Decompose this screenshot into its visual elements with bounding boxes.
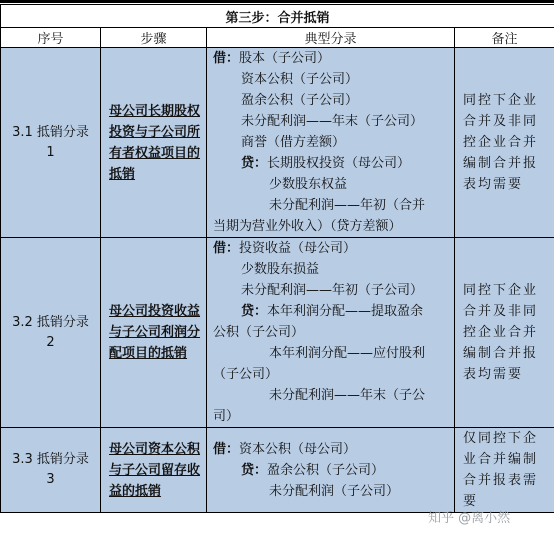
header-entry: 典型分录 xyxy=(207,28,455,48)
entry-line: 商誉（借方差额） xyxy=(241,135,346,150)
entry-line: 未分配利润（子公司） xyxy=(269,483,400,499)
row-note: 同控下企业合并及非同控企业合并编制合并报表均需要 xyxy=(455,48,554,238)
row-no xyxy=(1,238,101,428)
table-title: 第三步：合并抵销 xyxy=(1,5,554,28)
row-step: 母公司长期股权投资与子公司所有者权益项目的抵销 xyxy=(101,48,207,238)
entry-line: 司） xyxy=(213,409,240,424)
entry-line: 盈余公积（子公司） xyxy=(267,462,385,478)
entry-line: 少数股东权益 xyxy=(269,177,348,192)
row-no-line2: 3 xyxy=(46,472,55,487)
header-no: 序号 xyxy=(1,28,101,48)
row-step: 母公司投资收益与子公司利润分配项目的抵销 xyxy=(101,238,207,428)
entry-line: 少数股东损益 xyxy=(241,262,320,277)
debit-label: 借： xyxy=(213,51,240,66)
row-note: 同控下企业合并及非同控企业合并编制合并报表均需要 xyxy=(455,238,554,428)
entry-line: 股本（子公司） xyxy=(239,51,331,66)
watermark: 知乎 @离小然 xyxy=(428,511,511,526)
row-note: 仅同控下企业合并编制合并报表需要 xyxy=(455,428,554,513)
entry-line: 未分配利润——年初（合并 xyxy=(269,198,426,213)
table-header-row xyxy=(1,28,554,48)
entry-line: （子公司） xyxy=(213,367,279,382)
consolidation-table xyxy=(0,4,554,513)
entry-line: 公积（子公司） xyxy=(213,325,305,340)
row-step: 母公司资本公积与子公司留存收益的抵销 xyxy=(101,428,207,513)
credit-label: 贷： xyxy=(241,156,268,171)
debit-label: 借： xyxy=(213,241,240,256)
table-row xyxy=(1,48,554,238)
row-no-line1: 3.1 抵销分录 xyxy=(12,124,89,140)
row-no-line1: 3.3 抵销分录 xyxy=(12,452,89,467)
row-no-line2: 2 xyxy=(46,334,55,350)
entry-line: 长期股权投资（母公司） xyxy=(267,156,411,171)
header-note: 备注 xyxy=(455,28,554,48)
entry-line: 资本公积（母公司） xyxy=(239,441,357,457)
entry-line: 资本公积（子公司） xyxy=(241,72,359,87)
entry-line: 未分配利润——年末（子公 xyxy=(269,388,426,403)
table-title-row xyxy=(1,5,554,28)
table-row xyxy=(1,428,554,513)
entry-line: 本年利润分配——应付股利 xyxy=(269,346,426,361)
row-no-line2: 1 xyxy=(46,144,55,160)
debit-label: 借： xyxy=(213,441,240,457)
row-entry xyxy=(207,48,455,238)
row-entry xyxy=(207,238,455,428)
row-no xyxy=(1,428,101,513)
entry-line: 盈余公积（子公司） xyxy=(241,93,359,108)
header-step: 步骤 xyxy=(101,28,207,48)
credit-label: 贷： xyxy=(241,304,268,319)
entry-line: 未分配利润——年末（子公司） xyxy=(241,114,424,129)
table-row xyxy=(1,238,554,428)
entry-line: 投资收益（母公司） xyxy=(239,241,357,256)
top-border xyxy=(0,0,554,3)
entry-line: 未分配利润——年初（子公司） xyxy=(241,283,424,298)
row-entry xyxy=(207,428,455,513)
entry-line: 当期为营业外收入）（贷方差额） xyxy=(213,219,402,234)
entry-line: 本年利润分配——提取盈余 xyxy=(267,304,424,319)
credit-label: 贷： xyxy=(241,462,268,478)
row-no-line1: 3.2 抵销分录 xyxy=(12,314,89,330)
row-no xyxy=(1,48,101,238)
